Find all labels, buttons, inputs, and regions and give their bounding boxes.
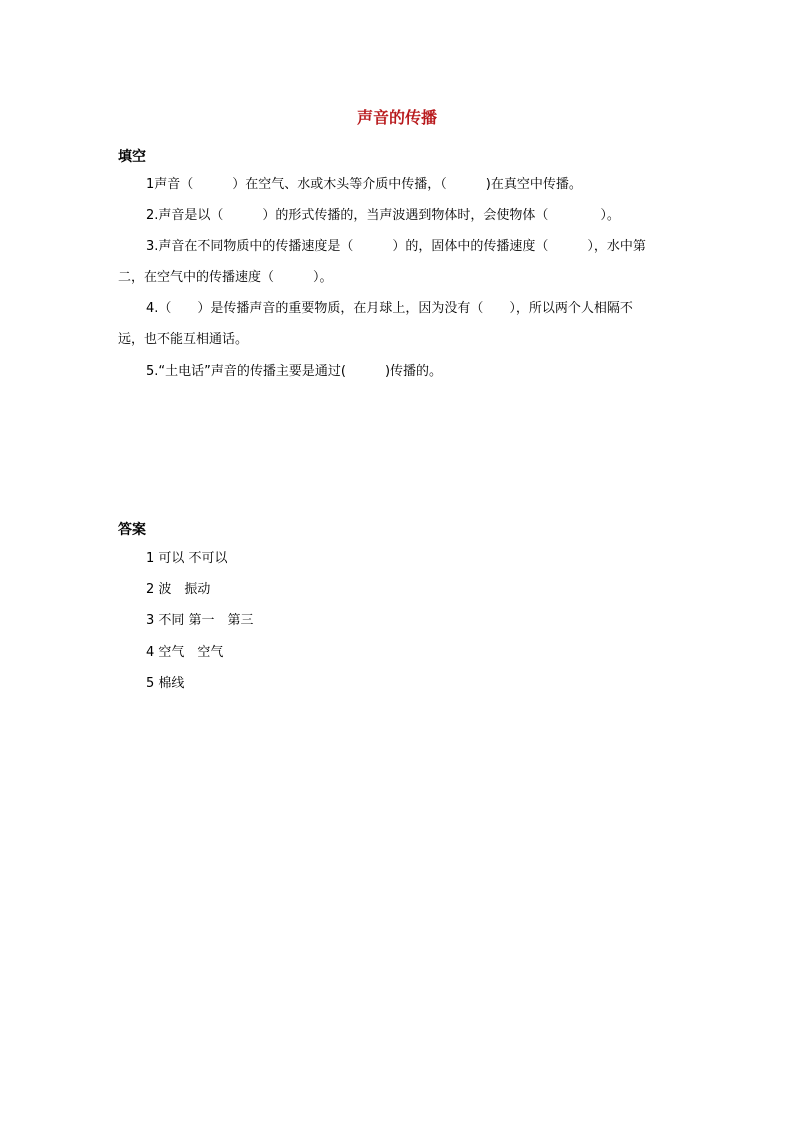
answers-heading: 答案 [118, 522, 146, 538]
question-2: 2.声音是以（ ）的形式传播的，当声波遇到物体时，会使物体（ ）。 [146, 208, 620, 223]
question-5: 5.“土电话”声音的传播主要是通过( )传播的。 [146, 364, 443, 379]
answer-5: 5 棉线 [146, 676, 185, 691]
question-3-line-1: 3.声音在不同物质中的传播速度是（ ）的，固体中的传播速度（ ），水中第 [146, 239, 646, 254]
question-3-line-2: 二，在空气中的传播速度（ ）。 [118, 270, 333, 285]
answer-1: 1 可以 不可以 [146, 551, 228, 566]
question-4-line-2: 远，也不能互相通话。 [118, 332, 249, 347]
question-1: 1声音（ ）在空气、水或木头等介质中传播，（ )在真空中传播。 [146, 177, 582, 192]
document-title: 声音的传播 [356, 108, 437, 127]
answer-4: 4 空气 空气 [146, 645, 224, 660]
question-4-line-1: 4.（ ）是传播声音的重要物质，在月球上，因为没有（ ），所以两个人相隔不 [146, 301, 633, 316]
fill-in-heading: 填空 [118, 149, 146, 165]
answer-2: 2 波 振动 [146, 582, 211, 597]
answer-3: 3 不同 第一 第三 [146, 613, 254, 628]
